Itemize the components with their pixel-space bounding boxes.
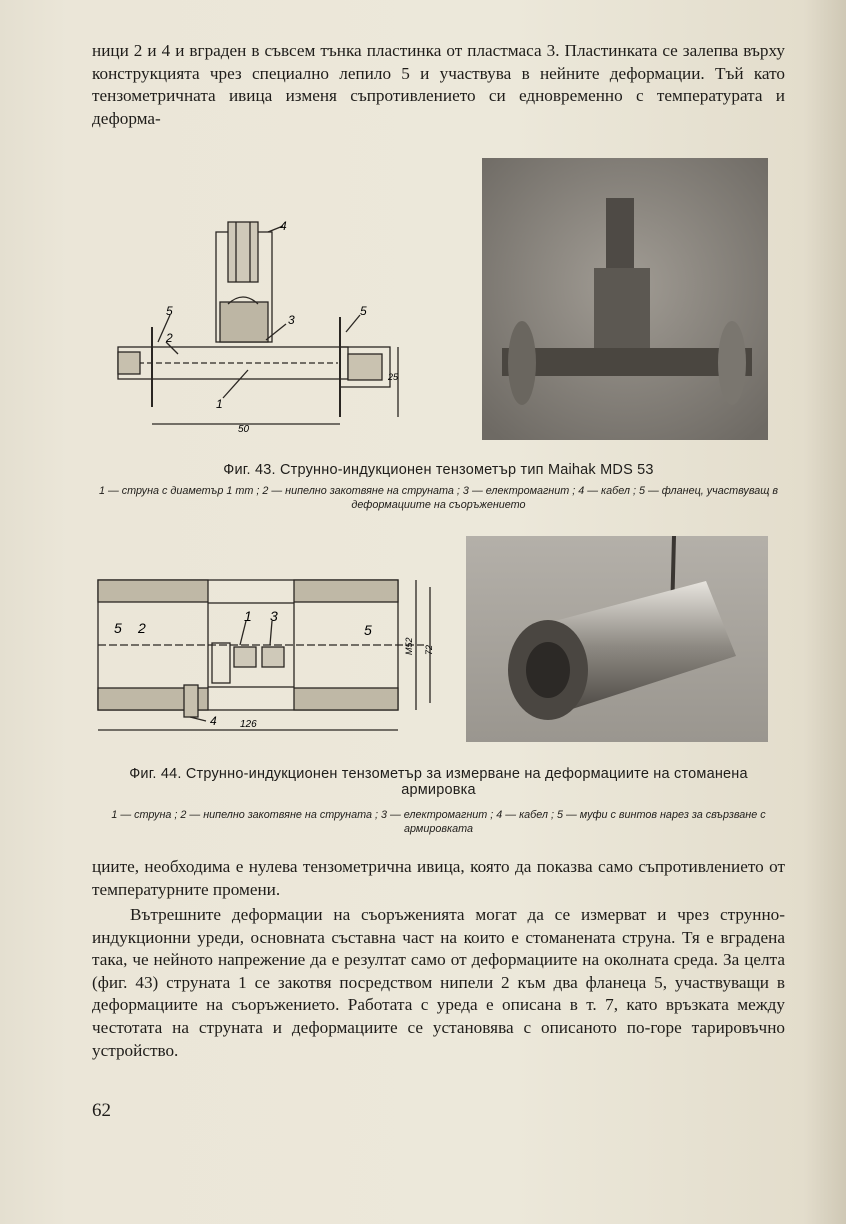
fig44-dim-diameter: 72 — [424, 644, 434, 655]
fig43-label-1: 1 — [216, 397, 223, 411]
fig44-dim-thread: M52 — [404, 637, 414, 655]
fig44-label-5-left: 5 — [114, 620, 122, 636]
fig43-technical-drawing — [108, 212, 408, 434]
fig43-label-5-left: 5 — [166, 304, 173, 318]
fig43-dim-length: 50 — [238, 424, 250, 434]
paragraph-top: ници 2 и 4 и вграден в съвсем тънка пластинка от пластмаса 3. Пластинката се залепва върху конструкцията чрез специално лепило 5 и участвува в нейните деформации. Тъй като тензометричната ивица изменя съпротивлението си едновременно с температурата и деформа- — [92, 41, 785, 128]
fig44-technical-drawing — [94, 575, 448, 735]
fig43-label-5-right: 5 — [360, 304, 367, 318]
fig44-label-3: 3 — [270, 608, 278, 624]
fig43-legend: 1 — струна с диаметър 1 mm ; 2 — нипелно закотвяне на струната ; 3 — електромагнит ; 4 — кабел ; 5 — фланец, участвуващ в деформациите на съоръжението — [98, 485, 779, 511]
fig44-dim-length: 126 — [240, 719, 257, 730]
paragraph-bottom: Вътрешните деформации на съоръженията могат да се измерват и чрез струнно-индукционни уреди, основната съставна част на които е стоманената струна. Тя е вградена така, че нейното напрежение да е резултат само от деформациите на околната среда. За целта (фиг. 43) струната 1 се закотвя посредством нипели 2 към два фланеца 5, участвуващи в деформациите на съоръжението. Работата с уреда е описана в т. 7, като връзката между честотата на струната и деформациите се установява с описаното по-горе тарировъчно устройство. — [92, 905, 785, 1060]
fig44-label-2: 2 — [138, 620, 146, 636]
fig44-label-4: 4 — [210, 714, 217, 728]
fig43-dim-height: 25 — [388, 372, 399, 382]
fig44-label-1: 1 — [244, 608, 252, 624]
fig43-label-4: 4 — [280, 219, 287, 233]
fig43-label-2: 2 — [166, 331, 173, 345]
fig44-label-5-right: 5 — [364, 622, 372, 638]
fig44-photo — [466, 536, 768, 742]
fig43-label-3: 3 — [288, 313, 295, 327]
fig44-caption: Фиг. 44. Струнно-индукционен тензометър за измерване на деформациите на стоманена армировка — [129, 766, 748, 798]
fig44-legend: 1 — струна ; 2 — нипелно закотвяне на струната ; 3 — електромагнит ; 4 — кабел ; 5 — муфи с винтов нарез за свързване с армировката — [111, 809, 766, 835]
fig43-photo — [482, 158, 768, 440]
page-number: 62 — [92, 1100, 111, 1121]
paragraph-middle: циите, необходима е нулева тензометрична ивица, която да показва само съпротивлението от температурните промени. — [92, 857, 785, 899]
fig43-caption: Фиг. 43. Струнно-индукционен тензометър тип Maihak MDS 53 — [223, 462, 654, 478]
